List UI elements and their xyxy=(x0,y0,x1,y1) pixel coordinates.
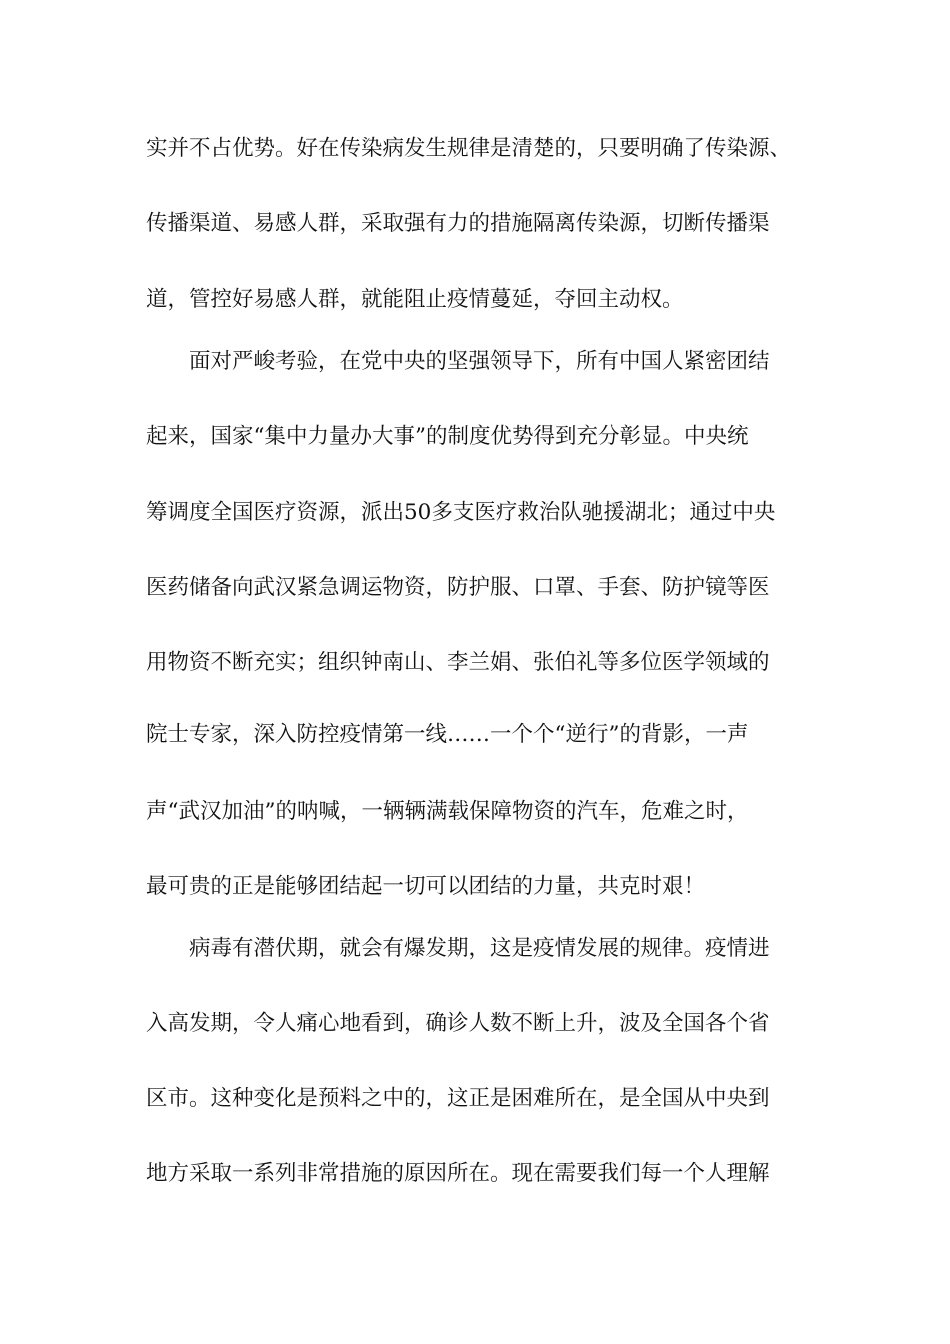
text-line: 筹调度全国医疗资源，派出50多支医疗救治队驰援湖北；通过中央 xyxy=(146,500,776,525)
paragraph-first-line: 面对严峻考验，在党中央的坚强领导下，所有中国人紧密团结 xyxy=(189,349,770,374)
text-line: 最可贵的正是能够团结起一切可以团结的力量，共克时艰！ xyxy=(146,874,706,899)
text-line: 区市。这种变化是预料之中的，这正是困难所在，是全国从中央到 xyxy=(146,1086,770,1111)
text-line: 医药储备向武汉紧急调运物资，防护服、口罩、手套、防护镜等医 xyxy=(146,575,770,600)
text-line: 实并不占优势。好在传染病发生规律是清楚的，只要明确了传染源、 xyxy=(146,136,792,161)
text-line: 道，管控好易感人群，就能阻止疫情蔓延，夺回主动权。 xyxy=(146,287,684,312)
text-line: 声“武汉加油”的呐喊，一辆辆满载保障物资的汽车，危难之时， xyxy=(146,799,749,824)
text-line: 用物资不断充实；组织钟南山、李兰娟、张伯礼等多位医学领域的 xyxy=(146,650,770,675)
paragraph-first-line: 病毒有潜伏期，就会有爆发期，这是疫情发展的规律。疫情进 xyxy=(189,936,770,961)
text-line: 入高发期，令人痛心地看到，确诊人数不断上升，波及全国各个省 xyxy=(146,1011,770,1036)
text-line: 传播渠道、易感人群，采取强有力的措施隔离传染源，切断传播渠 xyxy=(146,211,770,236)
text-line: 地方采取一系列非常措施的原因所在。现在需要我们每一个人理解 xyxy=(146,1161,770,1186)
text-line: 起来，国家“集中力量办大事”的制度优势得到充分彰显。中央统 xyxy=(146,424,749,449)
text-line: 院士专家，深入防控疫情第一线……一个个“逆行”的背影，一声 xyxy=(146,722,749,747)
